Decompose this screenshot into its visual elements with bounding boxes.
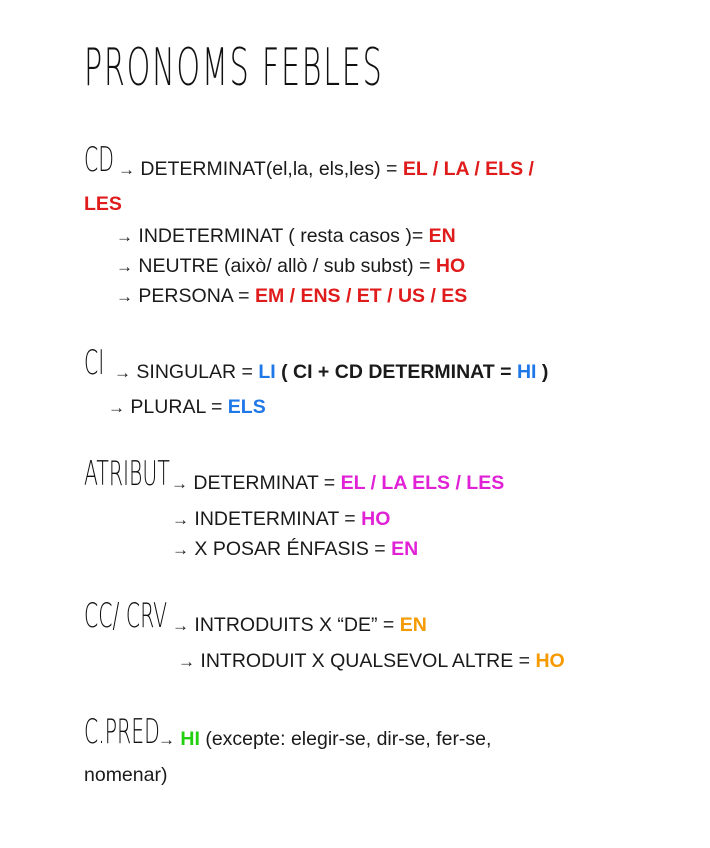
arrow-icon: → bbox=[116, 227, 133, 246]
cd-heading: CD bbox=[84, 140, 114, 180]
arrow-icon: → bbox=[171, 474, 188, 493]
cd-section bbox=[84, 140, 534, 180]
arrow-icon: → bbox=[116, 287, 133, 306]
atribut-line-1: → DETERMINAT = EL / LA ELS / LES bbox=[171, 472, 505, 494]
page-title: PRONOMS FEBLES bbox=[84, 38, 384, 98]
cd-line-2: → INDETERMINAT ( resta casos )= EN bbox=[116, 225, 456, 247]
arrow-icon: → bbox=[116, 257, 133, 276]
atribut-section bbox=[84, 454, 505, 494]
cd-line-1: → DETERMINAT(el,la, els,les) = EL / LA / ELS / bbox=[118, 158, 534, 180]
ci-value-3: ELS bbox=[227, 396, 266, 418]
ci-line-2: → PLURAL = ELS bbox=[108, 396, 266, 418]
cpred-line-1-wrap: nomenar) bbox=[84, 764, 168, 786]
cd-line-1-wrap: LES bbox=[84, 193, 122, 215]
cd-value-1: EL / LA / ELS / bbox=[402, 158, 534, 180]
atribut-line-3: → X POSAR ÉNFASIS = EN bbox=[172, 538, 419, 560]
ci-value-2: HI bbox=[516, 361, 537, 383]
cc-value-1: EN bbox=[399, 614, 427, 636]
arrow-icon: → bbox=[172, 616, 189, 635]
cc-section bbox=[84, 596, 427, 636]
cd-value-2: EN bbox=[428, 225, 456, 247]
cd-line-3: → NEUTRE (això/ allò / sub subst) = HO bbox=[116, 255, 466, 277]
ci-line-1: → SINGULAR = LI ( CI + CD DETERMINAT = HI ) bbox=[114, 361, 549, 383]
arrow-icon: → bbox=[172, 510, 189, 529]
cc-heading: CC/ CRV bbox=[84, 596, 168, 636]
cpred-section bbox=[84, 712, 492, 752]
ci-section bbox=[84, 343, 549, 383]
atribut-value-1: EL / LA ELS / LES bbox=[340, 472, 505, 494]
atribut-heading: ATRIBUT bbox=[84, 454, 170, 494]
cd-line-4: → PERSONA = EM / ENS / ET / US / ES bbox=[116, 285, 468, 307]
ci-heading: CI bbox=[84, 343, 105, 383]
cd-value-4: EM / ENS / ET / US / ES bbox=[254, 285, 468, 307]
atribut-line-2: → INDETERMINAT = HO bbox=[172, 508, 391, 530]
arrow-icon: → bbox=[172, 540, 189, 559]
arrow-icon: → bbox=[178, 652, 195, 671]
arrow-icon: → bbox=[114, 363, 131, 382]
arrow-icon: → bbox=[108, 398, 125, 417]
arrow-icon: → bbox=[158, 730, 175, 749]
cpred-heading: C.PRED bbox=[84, 712, 160, 752]
ci-value-1: LI bbox=[258, 361, 276, 383]
cc-line-2: → INTRODUIT X QUALSEVOL ALTRE = HO bbox=[178, 650, 565, 672]
cc-line-1: → INTRODUITS X “DE” = EN bbox=[172, 614, 427, 636]
cc-value-2: HO bbox=[535, 650, 565, 672]
atribut-value-3: EN bbox=[391, 538, 419, 560]
cd-value-3: HO bbox=[435, 255, 466, 277]
cpred-value-1: HI bbox=[180, 728, 200, 750]
atribut-value-2: HO bbox=[361, 508, 391, 530]
cpred-line-1: → HI (excepte: elegir-se, dir-se, fer-se, bbox=[158, 728, 492, 750]
arrow-icon: → bbox=[118, 160, 135, 179]
